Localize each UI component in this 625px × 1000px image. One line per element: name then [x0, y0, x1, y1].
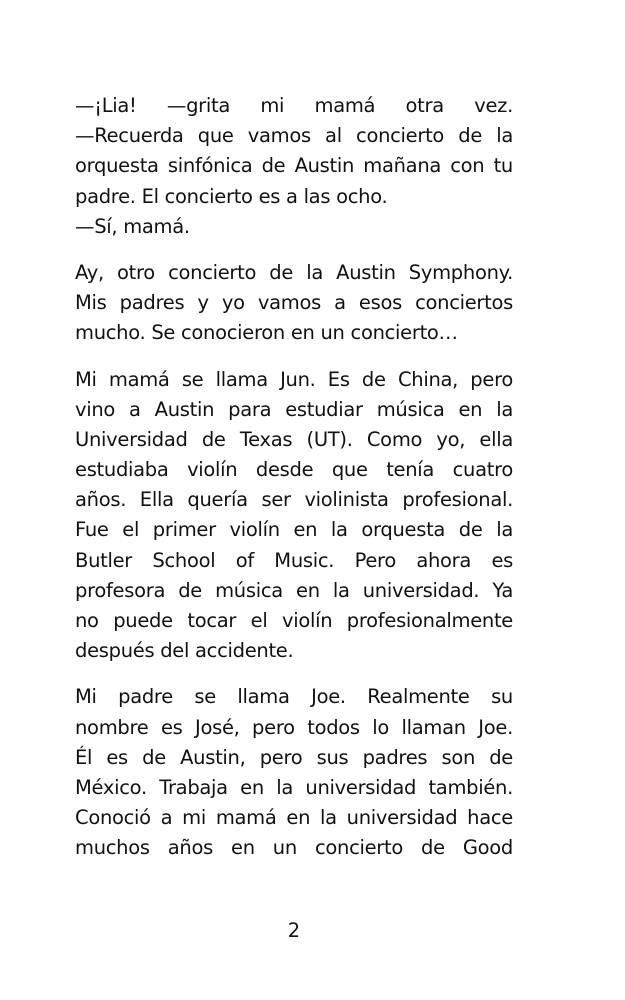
- text-line: no puede tocar el violín profesionalmente: [75, 609, 513, 632]
- text-line: Butler School of Music. Pero ahora es: [75, 548, 513, 572]
- text-line: Ay, otro concierto de la Austin Symphony.: [75, 260, 513, 284]
- text-line: —Sí, mamá.: [75, 214, 190, 238]
- text-line: estudiaba violín desde que tenía cuatro: [75, 458, 513, 482]
- text-line: Mis padres y yo vamos a esos conciertos: [75, 291, 513, 315]
- page-number: 2: [287, 919, 301, 942]
- text-line: vino a Austin para estudiar música en la: [75, 397, 513, 421]
- text-line: —Recuerda que vamos al concierto de la: [75, 124, 513, 148]
- text-line: México. Trabaja en la universidad también.: [75, 775, 513, 799]
- text-line: profesora de música en la universidad. Ya: [75, 578, 513, 602]
- text-line: Universidad de Texas (UT). Como yo, ella: [75, 427, 513, 451]
- text-line: años. Ella quería ser violinista profesional.: [75, 488, 513, 512]
- text-line: mucho. Se conocieron en un concierto…: [75, 321, 458, 345]
- text-line: Mi padre se llama Joe. Realmente su: [75, 685, 513, 709]
- text-line: después del accidente.: [75, 639, 294, 663]
- text-line: orquesta sinfónica de Austin mañana con tu: [75, 154, 513, 178]
- page-body: [75, 91, 513, 880]
- text-line: padre. El concierto es a las ocho.: [75, 184, 388, 208]
- text-line: Fue el primer violín en la orquesta de la: [75, 518, 513, 542]
- paragraph-mother: [75, 365, 513, 667]
- text-line: Mi mamá se llama Jun. Es de China, pero: [75, 367, 513, 391]
- text-line: muchos años en un concierto de Good: [75, 836, 513, 860]
- text-line: —¡Lia! —grita mi mamá otra vez.: [75, 94, 513, 117]
- text-line: Conoció a mi mamá en la universidad hace: [75, 806, 513, 830]
- paragraph-dialogue: [75, 91, 513, 242]
- text-line: nombre es José, pero todos lo llaman Joe.: [75, 715, 513, 739]
- text-line: Él es de Austin, pero sus padres son de: [75, 745, 513, 769]
- paragraph-father: [75, 682, 513, 863]
- paragraph-symphony: [75, 258, 513, 349]
